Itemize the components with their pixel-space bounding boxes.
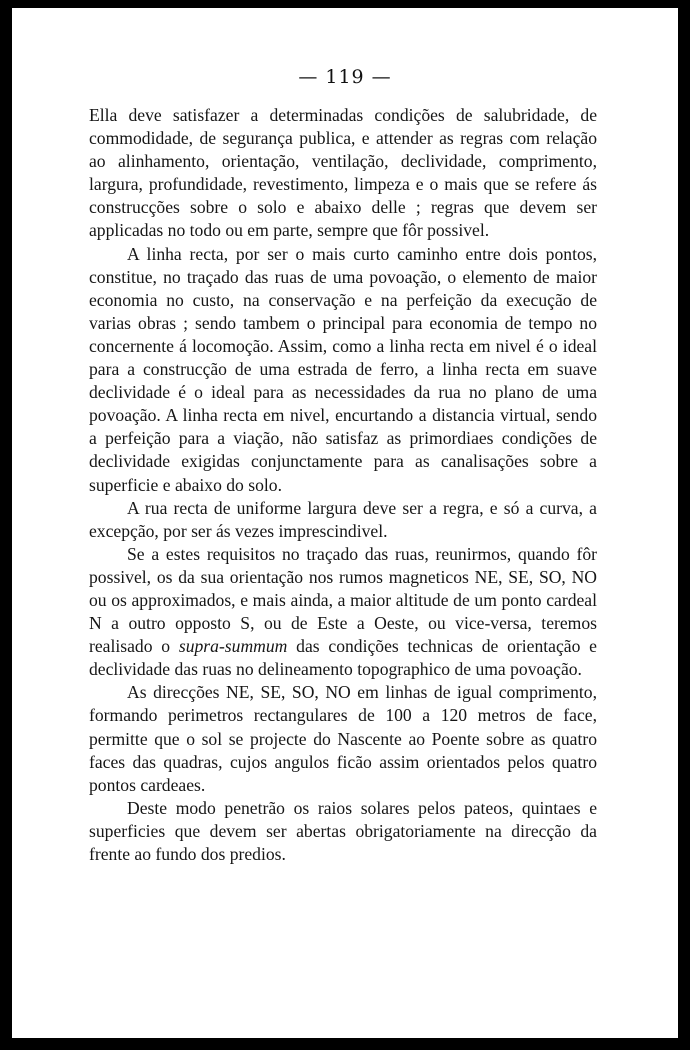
italic-phrase: supra-summum <box>178 636 288 657</box>
body-text <box>89 104 597 866</box>
paragraph-orientacao-end: das condições technicas de orientação e declividade das ruas no delineamento topographico de uma povoação. <box>89 636 597 680</box>
paragraph-orientacao-start: Se a estes requisitos no traçado das ruas, reunirmos, quando fôr possivel, os da sua orientação nos rumos magneticos NE, SE, SO, NO ou os approximados, e mais ainda, a maior altitude de um ponto cardeal N a outro opposto S, ou de Este a Oeste, ou vice-versa, teremos realisado o <box>89 543 597 657</box>
paragraph-orientacao <box>89 543 597 682</box>
paragraph-linha-recta: A linha recta, por ser o mais curto caminho entre dois pontos, constitue, no traçado das ruas de uma povoação, o elemento de maior economia no custo, na conservação e na perfeição da execução de varias obras ; sendo tambem o principal para economia de tempo no concernente á locomoção. Assim, como a linha recta em nivel é o ideal para a construcção de uma estrada de ferro, a linha recta em suave declividade é o ideal para as necessidades da rua no plano de uma povoação. A linha recta em nivel, encurtando a distancia virtual, sendo a perfeição para a viação, não satisfaz as primordiaes condições de declividade exigidas conjunctamente para as canalisações sobre a superficie e abaixo do solo. <box>89 243 597 495</box>
paragraph-direccoes: As direcções NE, SE, SO, NO em linhas de igual comprimento, formando perimetros rectangulares de 100 a 120 metros de face, permitte que o sol se projecte do Nascente ao Poente sobre as quatro faces das quadras, cujos angulos ficão assim orientados pelos quatro pontos cardeaes. <box>89 682 597 795</box>
page-number: — 119 — <box>298 66 392 88</box>
paragraph-rua-recta: A rua recta de uniforme largura deve ser a regra, e só a curva, a excepção, por ser ás vezes imprescindivel. <box>89 497 597 541</box>
paragraph-salubridade: Ella deve satisfazer a determinadas condições de salubridade, de commodidade, de segurança publica, e attender as regras com relação ao alinhamento, orientação, ventilação, declividade, comprimento, largura, profundidade, revestimento, limpeza e o mais que se refere ás construcções sobre o solo e abaixo delle ; regras que devem ser applicadas no todo ou em parte, sempre que fôr possivel. <box>89 105 597 241</box>
book-page <box>12 8 678 1038</box>
paragraph-raios-solares: Deste modo penetrão os raios solares pelos pateos, quintaes e superficies que devem ser abertas obrigatoriamente na direcção da frente ao fundo dos predios. <box>89 797 597 864</box>
